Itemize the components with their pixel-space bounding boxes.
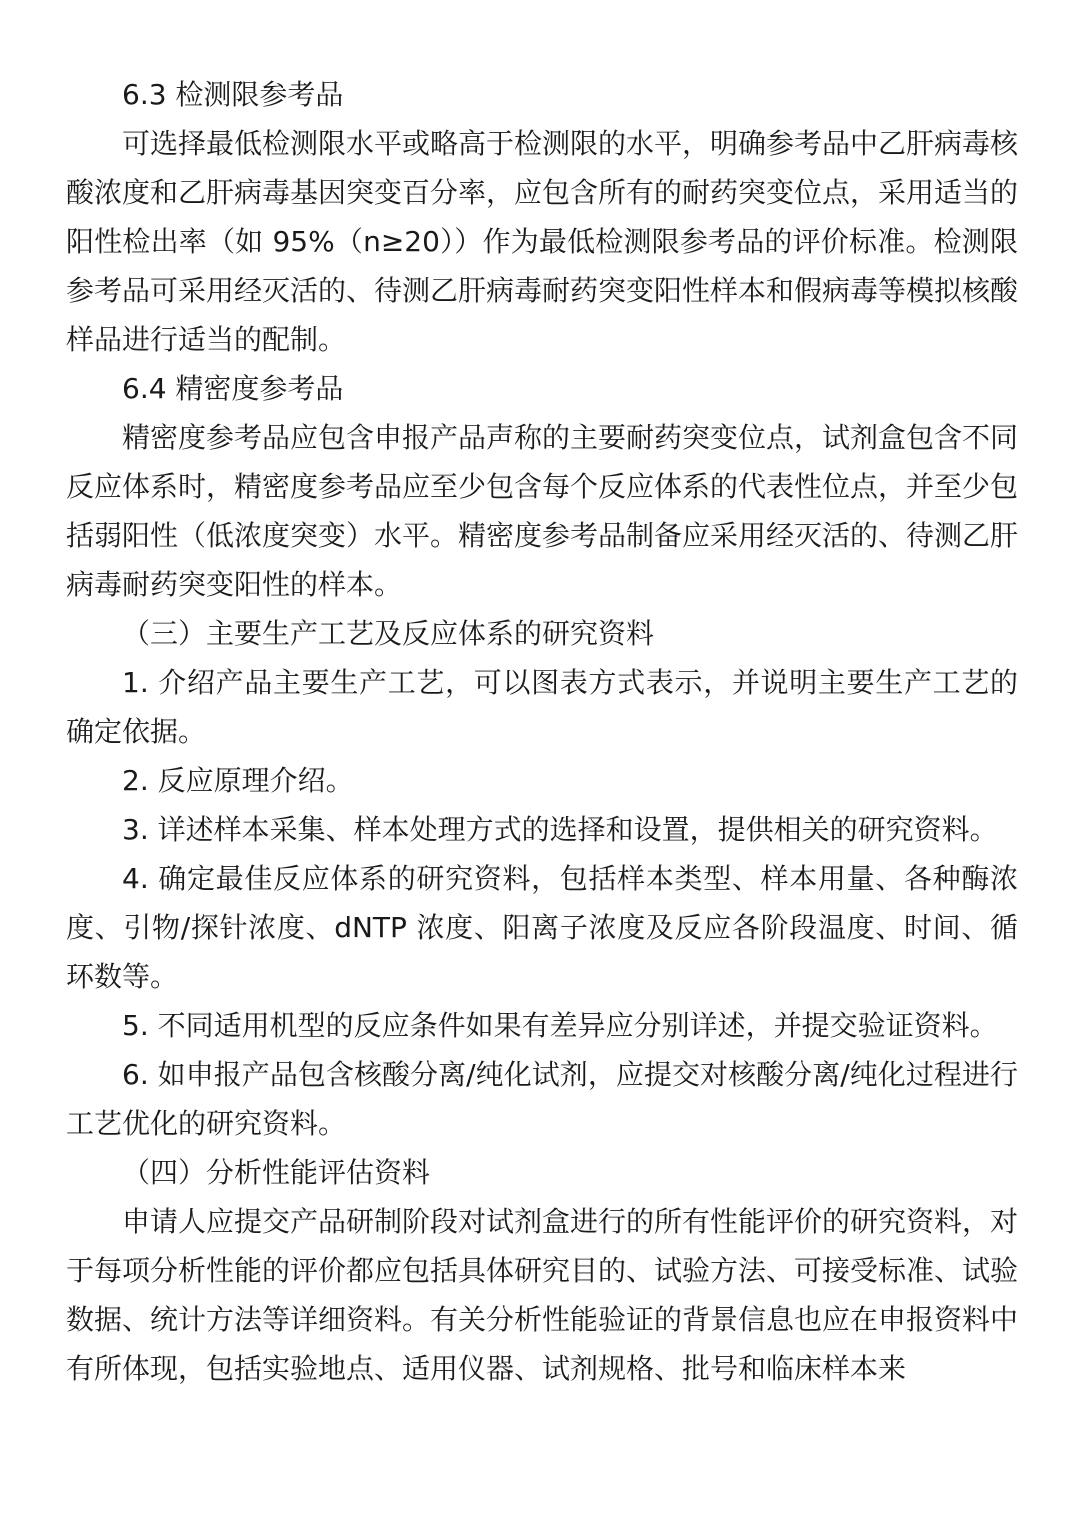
section-heading-6-3: 6.3 检测限参考品 — [122, 78, 344, 111]
list-item-2: 2. 反应原理介绍。 — [122, 764, 354, 797]
section-heading-4: （四）分析性能评估资料 — [122, 1156, 431, 1189]
section-heading-3: （三）主要生产工艺及反应体系的研究资料 — [122, 617, 655, 650]
list-item-3: 3. 详述样本采集、样本处理方式的选择和设置，提供相关的研究资料。 — [122, 813, 998, 846]
list-item-1: 1. 介绍产品主要生产工艺，可以图表方式表示，并说明主要生产工艺的确定依据。 — [66, 666, 1018, 748]
paragraph-precision: 精密度参考品应包含申报产品声称的主要耐药突变位点，试剂盒包含不同反应体系时，精密度参考品应至少包含每个反应体系的代表性位点，并至少包括弱阳性（低浓度突变）水平。精密度参考品制备应采用经灭活的、待测乙肝病毒耐药突变阳性的样本。 — [66, 421, 1019, 601]
paragraph-detection-limit: 可选择最低检测限水平或略高于检测限的水平，明确参考品中乙肝病毒核酸浓度和乙肝病毒基因突变百分率，应包含所有的耐药突变位点，采用适当的阳性检出率（如 95%（n≥20））作为最低检测限参考品的评价标准。检测限参考品可采用经灭活的、待测乙肝病毒耐药突变阳性样本和假病毒等模拟核酸样品进行适当的配制。 — [66, 127, 1019, 356]
paragraph-analytical-performance: 申请人应提交产品研制阶段对试剂盒进行的所有性能评价的研究资料，对于每项分析性能的评价都应包括具体研究目的、试验方法、可接受标准、试验数据、统计方法等详细资料。有关分析性能验证的背景信息也应在申报资料中有所体现，包括实验地点、适用仪器、试剂规格、批号和临床样本来 — [66, 1205, 1019, 1385]
document-page — [66, 70, 1018, 1393]
list-item-4: 4. 确定最佳反应体系的研究资料，包括样本类型、样本用量、各种酶浓度、引物/探针浓度、dNTP 浓度、阳离子浓度及反应各阶段温度、时间、循环数等。 — [66, 862, 1018, 993]
list-item-5: 5. 不同适用机型的反应条件如果有差异应分别详述，并提交验证资料。 — [122, 1009, 998, 1042]
section-heading-6-4: 6.4 精密度参考品 — [122, 372, 344, 405]
list-item-6: 6. 如申报产品包含核酸分离/纯化试剂，应提交对核酸分离/纯化过程进行工艺优化的研究资料。 — [66, 1058, 1018, 1140]
